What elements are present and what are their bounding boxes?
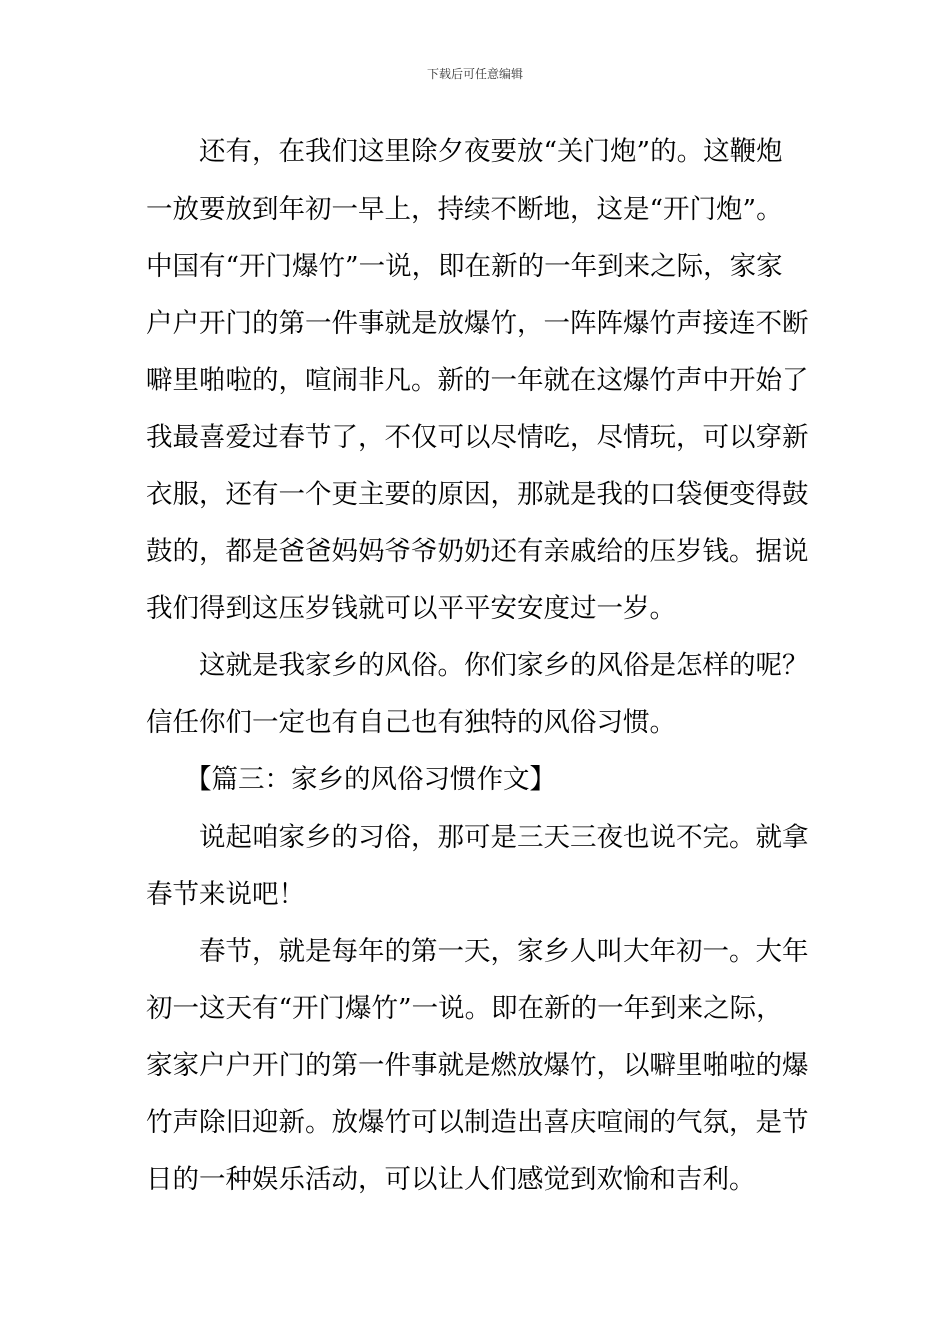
text-line: 我最喜爱过春节了，不仅可以尽情吃，尽情玩，可以穿新	[146, 422, 809, 453]
section-heading: 【篇三：家乡的风俗习惯作文】	[185, 764, 556, 795]
text-line: 衣服，还有一个更主要的原因，那就是我的口袋便变得鼓	[146, 479, 809, 510]
text-line: 春节来说吧！	[146, 879, 305, 910]
text-line: 说起咱家乡的习俗，那可是三天三夜也说不完。就拿	[199, 822, 809, 853]
text-line: 春节，就是每年的第一天，家乡人叫大年初一。大年	[199, 936, 809, 967]
text-line: 初一这天有“开门爆竹”一说。即在新的一年到来之际，	[146, 993, 783, 1024]
text-line: 家家户户开门的第一件事就是燃放爆竹，以噼里啪啦的爆	[146, 1050, 809, 1081]
text-line: 鼓的，都是爸爸妈妈爷爷奶奶还有亲戚给的压岁钱。据说	[146, 536, 809, 567]
text-line: 日的一种娱乐活动，可以让人们感觉到欢愉和吉利。	[146, 1164, 756, 1195]
text-line: 我们得到这压岁钱就可以平平安安度过一岁。	[146, 593, 676, 624]
text-line: 一放要放到年初一早上，持续不断地，这是“开门炮”。	[146, 194, 783, 225]
text-line: 噼里啪啦的，喧闹非凡。新的一年就在这爆竹声中开始了	[146, 365, 809, 396]
text-line: 户户开门的第一件事就是放爆竹，一阵阵爆竹声接连不断	[146, 308, 809, 339]
text-line: 这就是我家乡的风俗。你们家乡的风俗是怎样的呢？	[199, 650, 809, 681]
text-line: 竹声除旧迎新。放爆竹可以制造出喜庆喧闹的气氛，是节	[146, 1107, 809, 1138]
text-line: 中国有“开门爆竹”一说，即在新的一年到来之际，家家	[146, 251, 783, 282]
page-header: 下载后可任意编辑	[426, 67, 523, 81]
text-line: 信任你们一定也有自己也有独特的风俗习惯。	[146, 707, 676, 738]
text-line: 还有，在我们这里除夕夜要放“关门炮”的。这鞭炮	[199, 136, 783, 167]
